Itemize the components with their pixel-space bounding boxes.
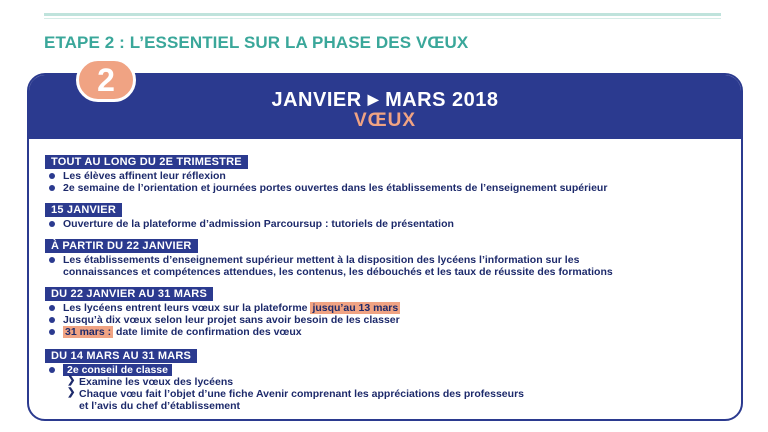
bullet-icon — [49, 367, 55, 373]
bullet-icon — [49, 185, 55, 191]
list-item-continued: connaissances et compétences attendues, les contenus, les débouchés et les taux de réussite des formations — [63, 266, 613, 278]
section-label: DU 14 MARS AU 31 MARS — [45, 349, 197, 363]
period-end: MARS 2018 — [385, 89, 499, 111]
bullet-icon — [49, 329, 55, 335]
period-subtitle: VŒUX — [353, 110, 417, 131]
section-label: DU 22 JANVIER AU 31 MARS — [45, 287, 213, 301]
chevron-right-icon: ❯ — [67, 387, 76, 398]
bullet-icon — [49, 173, 55, 179]
section-22-janvier — [45, 236, 613, 278]
list-item: Les élèves affinent leur réflexion — [45, 170, 607, 182]
conseil-tag: 2e conseil de classe — [63, 364, 172, 376]
sub-item-continued: et l’avis du chef d’établissement — [79, 400, 241, 412]
chevron-right-icon: ❯ — [67, 375, 76, 386]
list-item — [45, 364, 524, 376]
highlight-deadline: jusqu’au 13 mars — [312, 302, 399, 314]
section-15-janvier — [45, 200, 454, 230]
sub-item: ❯ Chaque vœu fait l’objet d’une fiche Avenir comprenant les appréciations des professeurs — [67, 387, 524, 400]
section-22-janvier-31-mars — [45, 284, 400, 338]
bullet-icon — [49, 257, 55, 263]
list-item: Les établissements d’enseignement supérieur mettent à la disposition des lycéens l’information sur les — [45, 254, 613, 266]
top-rule — [44, 13, 721, 16]
bullet-icon — [49, 317, 55, 323]
list-item: Jusqu’à dix vœux selon leur projet sans avoir besoin de les classer — [45, 314, 400, 326]
sub-item: ❯ Examine les vœux des lycéens — [67, 375, 234, 388]
bullet-icon — [49, 221, 55, 227]
timeline-card — [27, 73, 743, 421]
section-label: TOUT AU LONG DU 2E TRIMESTRE — [45, 155, 248, 169]
list-item: 2e semaine de l’orientation et journées portes ouvertes dans les établissements de l’enseignement supérieur — [45, 182, 607, 194]
top-rule-thin — [44, 18, 721, 19]
arrow-icon: ▶ — [367, 91, 380, 107]
section-label: 15 JANVIER — [45, 203, 122, 217]
section-14-31-mars — [45, 346, 524, 412]
list-item: Les lycéens entrent leurs vœux sur la plateforme jusqu’au 13 mars — [45, 302, 400, 314]
section-label: À PARTIR DU 22 JANVIER — [45, 239, 198, 253]
bullet-icon — [49, 305, 55, 311]
highlight-date: 31 mars : — [65, 326, 112, 338]
page-title: ETAPE 2 : L’ESSENTIEL SUR LA PHASE DES VŒUX — [44, 33, 469, 52]
card-header — [29, 75, 741, 139]
period-title — [29, 89, 741, 112]
section-trimestre — [45, 152, 607, 194]
list-item: Ouverture de la plateforme d’admission Parcoursup : tutoriels de présentation — [45, 218, 454, 230]
period-start: JANVIER — [271, 89, 362, 111]
list-item: 31 mars : date limite de confirmation des vœux — [45, 326, 400, 338]
step-badge: 2 — [76, 58, 136, 102]
